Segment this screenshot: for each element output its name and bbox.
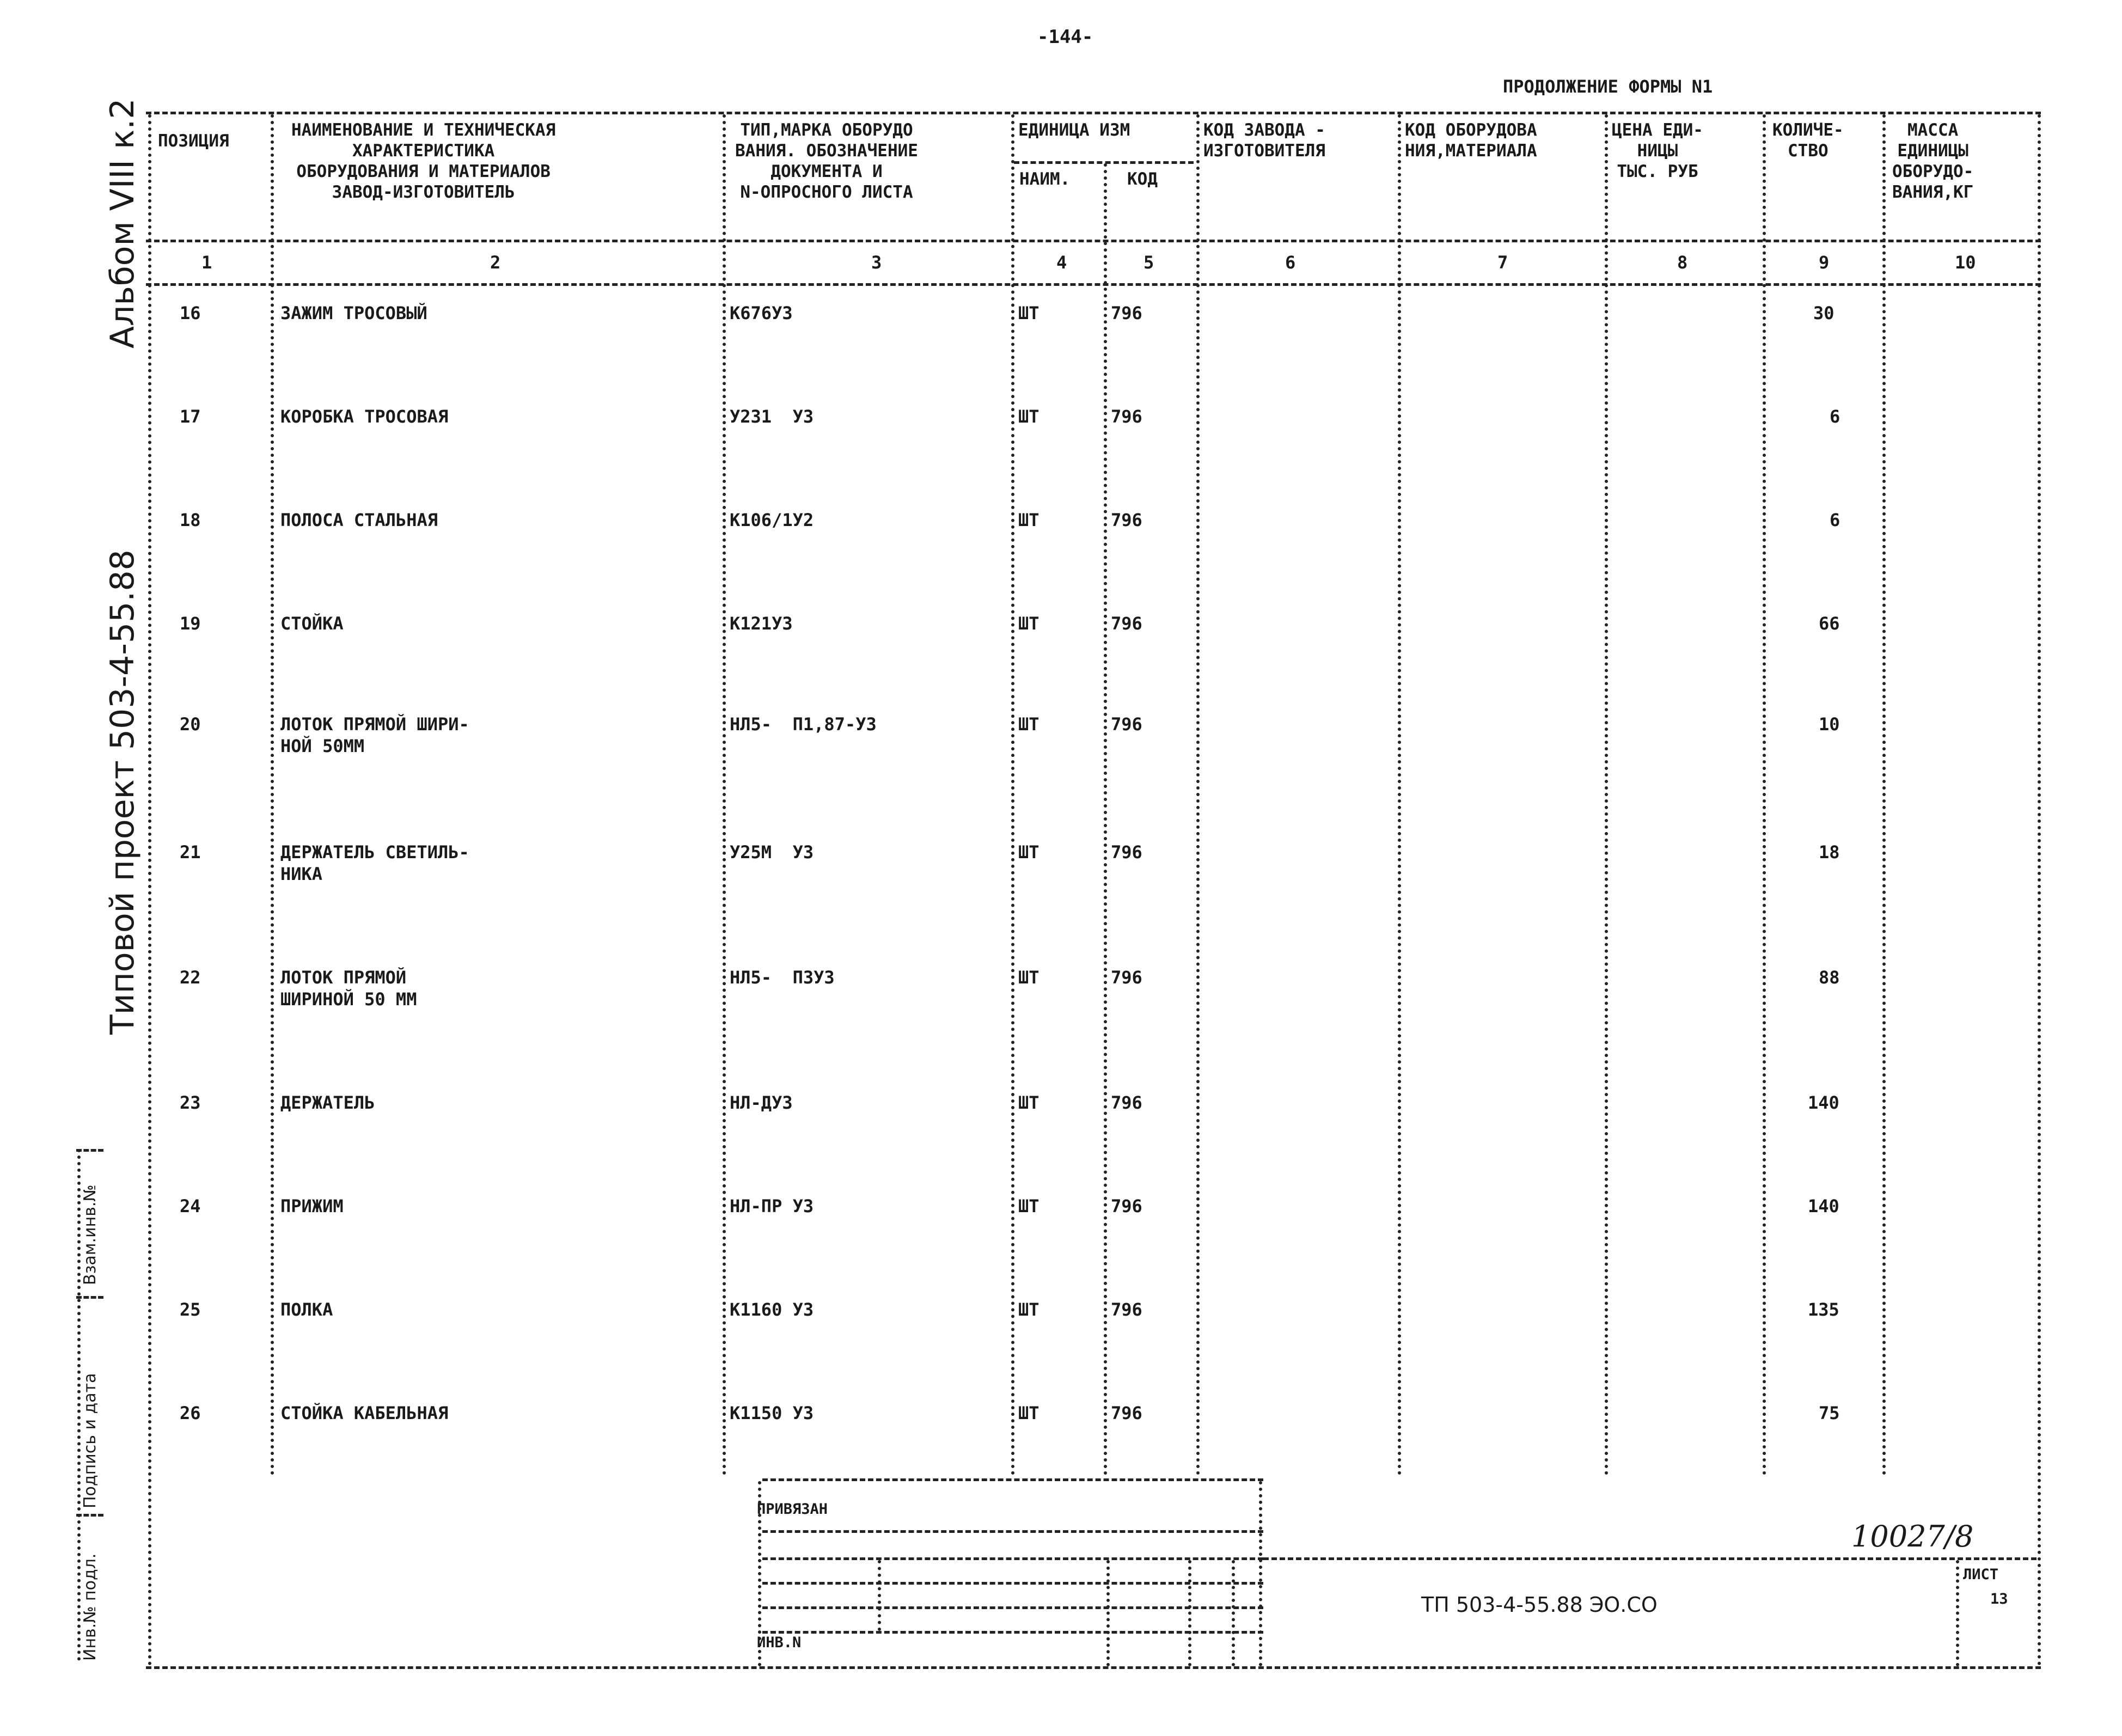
col-num-9: 9 bbox=[1819, 252, 1830, 273]
row-name: СТОЙКА КАБЕЛЬНАЯ bbox=[280, 1403, 449, 1423]
row-position: 26 bbox=[180, 1403, 201, 1423]
col-num-2: 2 bbox=[490, 252, 501, 273]
row-unit: ШТ bbox=[1018, 406, 1039, 427]
row-type: К676У3 bbox=[730, 303, 793, 323]
row-name: ЛОТОК ПРЯМОЙ ШИРИНОЙ 50 ММ bbox=[280, 967, 417, 1010]
sheet-number: 13 bbox=[1990, 1591, 2008, 1607]
header-mass: МАССА ЕДИНИЦЫ ОБОРУДО- ВАНИЯ,КГ bbox=[1892, 120, 1974, 202]
stamp-replace-inv: Взам.инв.№ bbox=[81, 1184, 100, 1285]
sheet-label: ЛИСТ bbox=[1963, 1566, 1999, 1583]
page-number: -144- bbox=[1037, 26, 1093, 48]
row-code: 796 bbox=[1111, 613, 1142, 634]
row-unit: ШТ bbox=[1018, 510, 1039, 530]
row-name: ЗАЖИМ ТРОСОВЫЙ bbox=[280, 303, 427, 323]
header-name: НАИМЕНОВАНИЕ И ТЕХНИЧЕСКАЯ ХАРАКТЕРИСТИКА ОБОРУДОВАНИЯ И МАТЕРИАЛОВ ЗАВОД-ИЗГОТОВИТЕЛЬ bbox=[291, 120, 556, 202]
row-code: 796 bbox=[1111, 967, 1142, 988]
row-quantity: 66 bbox=[1819, 613, 1840, 634]
row-code: 796 bbox=[1111, 303, 1142, 323]
row-unit: ШТ bbox=[1018, 1299, 1039, 1320]
row-unit: ШТ bbox=[1018, 1092, 1039, 1113]
document-code: ТП 503-4-55.88 ЭО.СО bbox=[1421, 1593, 1658, 1617]
row-position: 20 bbox=[180, 714, 201, 735]
row-unit: ШТ bbox=[1018, 714, 1039, 735]
row-type: К1150 У3 bbox=[730, 1403, 814, 1423]
col-num-8: 8 bbox=[1677, 252, 1688, 273]
header-type: ТИП,МАРКА ОБОРУДО ВАНИЯ. ОБОЗНАЧЕНИЕ ДОКУМЕНТА И N-ОПРОСНОГО ЛИСТА bbox=[735, 120, 918, 202]
row-name: ПОЛОСА СТАЛЬНАЯ bbox=[280, 510, 438, 530]
row-position: 16 bbox=[180, 303, 201, 323]
header-unit-name: НАИМ. bbox=[1019, 169, 1071, 189]
col-num-4: 4 bbox=[1056, 252, 1067, 273]
row-position: 23 bbox=[180, 1092, 201, 1113]
header-quantity: КОЛИЧЕ- СТВО bbox=[1772, 120, 1844, 161]
row-position: 19 bbox=[180, 613, 201, 634]
row-quantity: 135 bbox=[1808, 1299, 1839, 1320]
row-quantity: 18 bbox=[1819, 842, 1840, 863]
col-num-6: 6 bbox=[1285, 252, 1296, 273]
header-price: ЦЕНА ЕДИ- НИЦЫ ТЫС. РУБ bbox=[1612, 120, 1703, 181]
row-quantity: 140 bbox=[1808, 1196, 1839, 1217]
row-type: НЛ5- П3У3 bbox=[730, 967, 835, 988]
handwritten-number: 10027/8 bbox=[1851, 1519, 1974, 1554]
header-unit-code: КОД bbox=[1127, 169, 1158, 189]
col-num-1: 1 bbox=[201, 252, 212, 273]
row-code: 796 bbox=[1111, 714, 1142, 735]
row-type: К106/1У2 bbox=[730, 510, 814, 530]
stamp-bound-label: ПРИВЯЗАН bbox=[757, 1501, 828, 1518]
row-unit: ШТ bbox=[1018, 842, 1039, 863]
continuation-title: ПРОДОЛЖЕНИЕ ФОРМЫ N1 bbox=[1503, 76, 1713, 97]
stamp-inv-original: Инв.№ подл. bbox=[81, 1553, 100, 1661]
col-num-5: 5 bbox=[1143, 252, 1154, 273]
row-quantity: 10 bbox=[1819, 714, 1840, 735]
row-code: 796 bbox=[1111, 1299, 1142, 1320]
row-code: 796 bbox=[1111, 1092, 1142, 1113]
row-type: НЛ5- П1,87-У3 bbox=[730, 714, 877, 735]
row-code: 796 bbox=[1111, 1196, 1142, 1217]
row-type: У25М У3 bbox=[730, 842, 814, 863]
row-name: ЛОТОК ПРЯМОЙ ШИРИ- НОЙ 50ММ bbox=[280, 714, 469, 756]
row-name: ДЕРЖАТЕЛЬ bbox=[280, 1092, 375, 1113]
row-unit: ШТ bbox=[1018, 1196, 1039, 1217]
row-position: 21 bbox=[180, 842, 201, 863]
header-unit: ЕДИНИЦА ИЗМ bbox=[1018, 120, 1130, 140]
row-quantity: 140 bbox=[1808, 1092, 1839, 1113]
row-unit: ШТ bbox=[1018, 967, 1039, 988]
row-quantity: 30 bbox=[1813, 303, 1834, 323]
stamp-inv-label: ИНВ.N bbox=[757, 1634, 802, 1651]
row-position: 25 bbox=[180, 1299, 201, 1320]
header-plant-code: КОД ЗАВОДА - ИЗГОТОВИТЕЛЯ bbox=[1203, 120, 1325, 161]
row-name: ПОЛКА bbox=[280, 1299, 333, 1320]
row-quantity: 6 bbox=[1830, 406, 1840, 427]
row-unit: ШТ bbox=[1018, 613, 1039, 634]
header-position: ПОЗИЦИЯ bbox=[158, 131, 229, 151]
row-unit: ШТ bbox=[1018, 1403, 1039, 1423]
row-code: 796 bbox=[1111, 1403, 1142, 1423]
row-name: ПРИЖИМ bbox=[280, 1196, 344, 1217]
project-label: Типовой проект 503-4-55.88 bbox=[103, 549, 142, 1035]
col-num-7: 7 bbox=[1497, 252, 1508, 273]
row-quantity: 88 bbox=[1819, 967, 1840, 988]
row-type: К121У3 bbox=[730, 613, 793, 634]
row-type: НЛ-ДУ3 bbox=[730, 1092, 793, 1113]
row-name: ДЕРЖАТЕЛЬ СВЕТИЛЬ- НИКА bbox=[280, 842, 469, 884]
row-unit: ШТ bbox=[1018, 303, 1039, 323]
stamp-sign-date: Подпись и дата bbox=[81, 1373, 100, 1508]
row-position: 22 bbox=[180, 967, 201, 988]
row-code: 796 bbox=[1111, 510, 1142, 530]
row-quantity: 6 bbox=[1830, 510, 1840, 530]
row-position: 24 bbox=[180, 1196, 201, 1217]
row-position: 17 bbox=[180, 406, 201, 427]
row-code: 796 bbox=[1111, 406, 1142, 427]
row-name: СТОЙКА bbox=[280, 613, 344, 634]
row-type: НЛ-ПР У3 bbox=[730, 1196, 814, 1217]
col-num-3: 3 bbox=[871, 252, 882, 273]
album-label: Альбом VIII к.2 bbox=[103, 98, 142, 349]
row-name: КОРОБКА ТРОСОВАЯ bbox=[280, 406, 449, 427]
header-equipment-code: КОД ОБОРУДОВА НИЯ,МАТЕРИАЛА bbox=[1405, 120, 1537, 161]
row-position: 18 bbox=[180, 510, 201, 530]
col-num-10: 10 bbox=[1955, 252, 1976, 273]
row-quantity: 75 bbox=[1819, 1403, 1840, 1423]
row-code: 796 bbox=[1111, 842, 1142, 863]
row-type: К1160 У3 bbox=[730, 1299, 814, 1320]
row-type: У231 У3 bbox=[730, 406, 814, 427]
